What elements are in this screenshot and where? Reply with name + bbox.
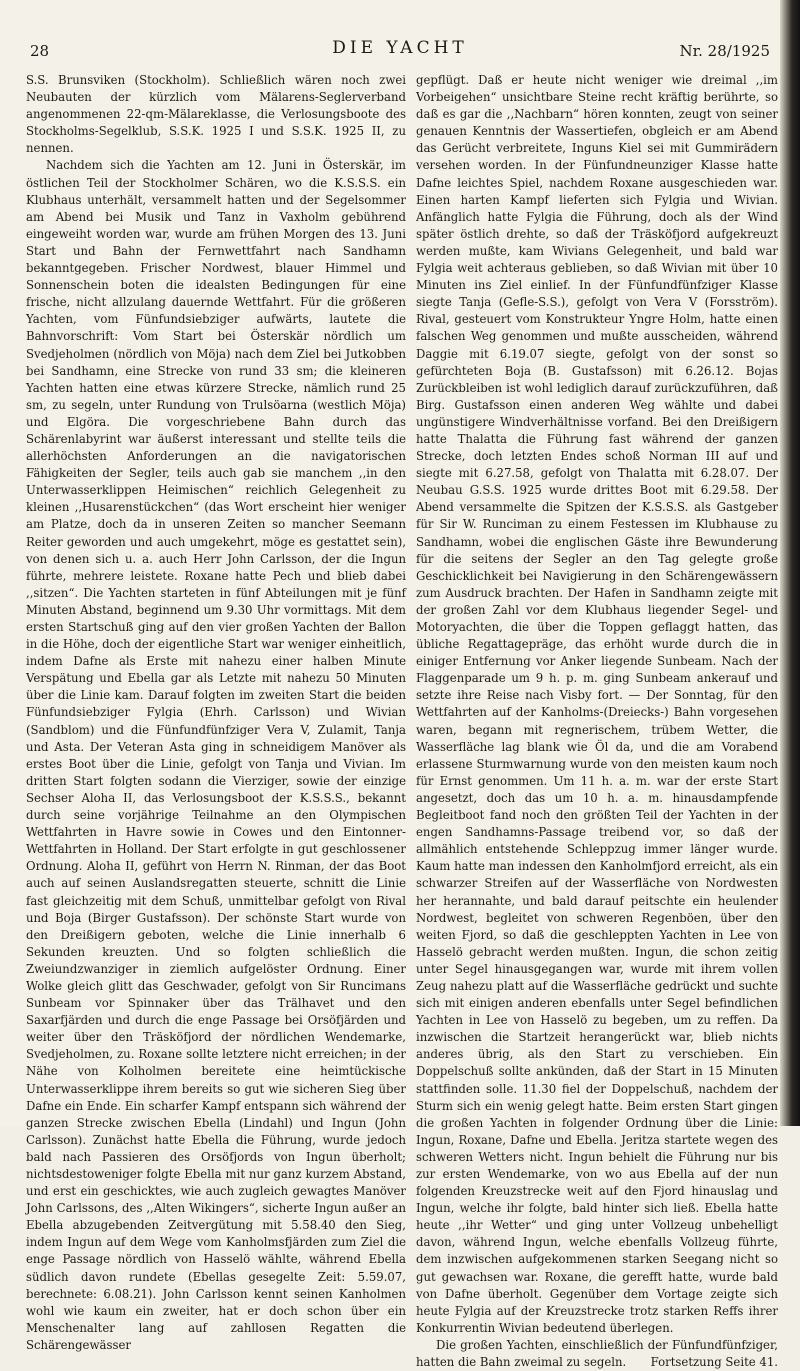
paragraph: S.S. Brunsviken (Stockholm). Schließlich wären noch zwei Neubauten der kürzlich vom Mälarens-Seglerverband angenommenen 22-qm-Mälareklasse, die Verlosungsboote des Stockholms-Segelklub, S.S.K. 1925 I und S.S.K. 1925 II, zu nennen. <box>26 73 406 156</box>
magazine-title: DIE YACHT <box>332 38 468 58</box>
left-column <box>26 72 406 1354</box>
paragraph <box>416 1337 778 1371</box>
right-column <box>416 72 778 1371</box>
paragraph: gepflügt. Daß er heute nicht weniger wie dreimal ,,im Vorbeigehen“ unsichtbare Steine recht kräftig berührte, so daß es gar die ,,Nachbarn“ hören konnten, zeugt von seiner genauen Kenntnis der Wassertiefen, obgleich er am Abend das Gerücht verbreitete, Inguns Kiel sei mit Gummirädern versehen worden. In der Fünfundneunziger Klasse hatte Dafne leichtes Spiel, nachdem Roxane ausgeschieden war. Einen harten Kampf lieferten sich Fylgia und Wivian. Anfänglich hatte Fylgia die Führung, doch als der Wind später östlich drehte, so daß der Träsköfjord aufgekreuzt werden mußte, kam Wivians Gelegenheit, und bald war Fylgia weit achteraus geblieben, so daß Wivian mit über 10 Minuten ins Ziel einlief. In der Fünfundfünfziger Klasse siegte Tanja (Gefle-S.S.), gefolgt von Vera V (Forsström). Rival, gesteuert vom Konstrukteur Yngre Holm, hatte einen falschen Weg genommen und mußte ausscheiden, während Daggie mit 6.19.07 siegte, gefolgt von der sonst so gefürchteten Boja (B. Gustafsson) mit 6.26.12. Bojas Zurückbleiben ist wohl lediglich darauf zurückzuführen, daß Birg. Gustafsson einen anderen Weg wählte und dabei ungünstigere Windverhältnisse vorfand. Bei den Dreißigern hatte Thalatta die Führung fast während der ganzen Strecke, doch letzten Endes schoß Norman III auf und siegte mit 6.27.58, gefolgt von Thalatta mit 6.28.07. Der Neubau G.S.S. 1925 wurde drittes Boot mit 6.29.58. Der Abend versammelte die Spitzen der K.S.S.S. als Gastgeber für Sir W. Runciman zu einem Festessen im Klubhause zu Sandhamn, wobei die englischen Gäste ihre Bewunderung für die seitens der Segler an den Tag gelegte große Geschicklichkeit bei Navigierung in den Schärengewässern zum Ausdruck brachten. Der Hafen in Sandhamn zeigte mit der großen Zahl vor dem Klubhaus liegender Segel- und Motoryachten, die über die Toppen geflaggt hatten, das übliche Regattagepräge, das erhöht wurde durch die in einiger Entfernung vor Anker liegende Sunbeam. Nach der Flaggenparade um 9 h. p. m. ging Sunbeam ankerauf und setzte ihre Reise nach Visby fort. — Der Sonntag, für den Wettfahrten auf der Kanholms-(Dreiecks-) Bahn vorgesehen waren, begann mit regnerischem, trübem Wetter, die Wasserfläche lag blank wie Öl da, und die am Vorabend erlassene Sturmwarnung wurde von den meisten kaum noch für Ernst genommen. Um 11 h. a. m. war der erste Start angesetzt, doch das um 10 h. a. m. hinausdampfende Begleitboot fand noch den größten Teil der Yachten in der engen Sandhamns-Passage treibend vor, so daß der allmählich entstehende Schleppzug immer länger wurde. Kaum hatte man indessen den Kanholmfjord erreicht, als ein schwarzer Streifen auf der Wasserfläche von Nordwesten her herannahte, und bald darauf peitschte ein heulender Nordwest, begleitet von schweren Regenböen, über den weiten Fjord, so daß die geschleppten Yachten in Lee von Hasselö gebracht werden mußten. Ingun, die schon zeitig unter Segel hinausgegangen war, wurde mit ihrem vollen Zeug nahezu platt auf die Wasserfläche gedrückt und suchte sich mit einigen anderen ebenfalls unter Segel befindlichen Yachten in Lee von Hasselö zu begeben, um zu reffen. Da inzwischen die Startzeit herangerückt war, blieb nichts anderes übrig, als den Start zu verschieben. Ein Doppelschuß sollte ankünden, daß der Start in 15 Minuten stattfinden solle. 11.30 fiel der Doppelschuß, nachdem der Sturm sich ein wenig gelegt hatte. Beim ersten Start gingen die großen Yachten in folgender Ordnung über die Linie: Ingun, Roxane, Dafne und Ebella. Jeritza startete wegen des schweren Wetters nicht. Ingun behielt die Führung nur bis zur ersten Wendemarke, von wo aus Ebella auf der nun folgenden Kreuzstrecke weit auf den Fjord hinauslag und Ingun, welche ihr folgte, bald hinter sich ließ. Ebella hatte heute ,,ihr Wetter“ und ging unter Vollzeug unbehelligt davon, während Ingun, welche ebenfalls Vollzeug führte, dem inzwischen aufgekommenen starken Seegang nicht so gut gewachsen war. Roxane, die gerefft hatte, wurde bald von Dafne überholt. Gegenüber dem Vortage zeigte sich heute Fylgia auf der Kreuzstrecke trotz starken Reffs ihrer Konkurrentin Wivian bedeutend überlegen. <box>416 73 778 1335</box>
page-number: 28 <box>30 42 50 60</box>
continuation-note: Fortsetzung Seite 41. <box>650 1355 778 1370</box>
page-binding-edge <box>780 0 800 1126</box>
closing-text: Die großen Yachten, einschließlich der Fünfundfünfziger, hatten die Bahn zweimal zu segeln. <box>416 1337 778 1370</box>
issue-number: Nr. 28/1925 <box>679 42 770 60</box>
page-header <box>30 38 770 64</box>
paragraph: Nachdem sich die Yachten am 12. Juni in Österskär, im östlichen Teil der Stockholmer Schären, wo die K.S.S.S. ein Klubhaus unterhält, versammelt hatten und der Segelsommer am Abend bei Musik und Tanz in Vaxholm gebührend eingeweiht worden war, wurde am frühen Morgen des 13. Juni Start und Bahn der Fernwettfahrt nach Sandhamn bekanntgegeben. Frischer Nordwest, blauer Himmel und Sonnenschein boten die idealsten Bedingungen für eine frische, nicht allzulang dauernde Wettfahrt. Für die größeren Yachten, vom Fünfundsiebziger aufwärts, lautete die Bahnvorschrift: Vom Start bei Österskär nördlich um Svedjeholmen (nördlich von Möja) nach dem Ziel bei Jutkobben bei Sandhamn, eine Strecke von rund 33 sm; die kleineren Yachten hatten eine etwas kürzere Strecke, nämlich rund 25 sm, zu segeln, unter Rundung von Trulsöarna (westlich Möja) und Elgöra. Die vorgeschriebene Bahn durch das Schärenlabyrint war äußerst interessant und stellte teils die allerhöchsten Anforderungen an die navigatorischen Fähigkeiten der Segler, teils auch gab sie manchem ,,in den Unterwasserklippen Heimischen“ reichlich Gelegenheit zu kleinen ,,Husarenstückchen“ (das Wort erscheint hier weniger am Platze, doch da in unseren Zeiten so mancher Seemann Reiter geworden und auch umgekehrt, möge es gestattet sein), von denen sich u. a. auch Herr John Carlsson, der die Ingun führte, mehrere leistete. Roxane hatte Pech und blieb dabei ,,sitzen“. Die Yachten starteten in fünf Abteilungen mit je fünf Minuten Abstand, beginnend um 9.30 Uhr vormittags. Mit dem ersten Startschuß ging auf den vier großen Yachten der Ballon in die Höhe, doch der eigentliche Start war weniger einheitlich, indem Dafne als Erste mit nahezu einer halben Minute Verspätung und Ebella gar als Letzte mit nahezu 50 Minuten über die Linie kam. Darauf folgten im zweiten Start die beiden Fünfundsiebziger Fylgia (Ehrh. Carlsson) und Wivian (Sandblom) und die Fünfundfünfziger Vera V, Zulamit, Tanja und Asta. Der Veteran Asta ging in schneidigem Manöver als erstes Boot über die Linie, gefolgt von Tanja und Vivian. Im dritten Start folgten sodann die Vierziger, sowie der einzige Sechser Aloha II, das Verlosungsboot der K.S.S.S., bekannt durch seine vorjährige Teilnahme an den Olympischen Wettfahrten in Havre sowie in Cowes und den Eintonner-Wettfahrten in Holland. Der Start erfolgte in gut geschlossener Ordnung. Aloha II, geführt von Herrn N. Rinman, der das Boot auch auf seinen Auslandsregatten steuerte, schnitt die Linie fast gleichzeitig mit dem Schuß, unmittelbar gefolgt von Rival und Boja (Birger Gustafsson). Der schönste Start wurde von den Dreißigern geboten, welche die Linie innerhalb 6 Sekunden kreuzten. Und so folgten schließlich die Zweiundzwanziger in ziemlich aufgelöster Ordnung. Einer Wolke gleich glitt das Geschwader, gefolgt von Sir Runcimans Sunbeam vor Spinnaker über das Trälhavet und den Saxarfjärden und durch die enge Passage bei Orsöfjärden und weiter über den Träsköfjord der nördlichen Wendemarke, Svedjeholmen, zu. Roxane sollte letztere nicht erreichen; in der Nähe von Kolholmen bereitete eine heimtückische Unterwasserklippe ihrem bereits so gut wie sicheren Sieg über Dafne ein Ende. Ein scharfer Kampf entspann sich während der ganzen Strecke zwischen Ebella (Lindahl) und Ingun (John Carlsson). Zunächst hatte Ebella die Führung, wurde jedoch bald nach Passieren des Orsöfjords von Ingun überholt; nichtsdestoweniger folgte Ebella mit nur ganz kurzem Abstand, und erst ein geschicktes, wie auch zugleich gewagtes Manöver John Carlssons, des ,,Alten Wikingers“, sicherte Ingun außer an Ebella abzugebenden Zeitvergütung mit 5.58.40 den Sieg, indem Ingun auf dem Wege vom Kanholmsfjärden zum Ziel die enge Passage nördlich von Hasselö wählte, während Ebella südlich davon rundete (Ebellas gesegelte Zeit: 5.59.07, berechnete: 6.08.21). John Carlsson kennt seinen Kanholmen wohl wie kaum ein zweiter, hat er doch schon über ein Menschenalter lang auf zahllosen Regatten die Schärengewässer <box>26 158 406 1352</box>
